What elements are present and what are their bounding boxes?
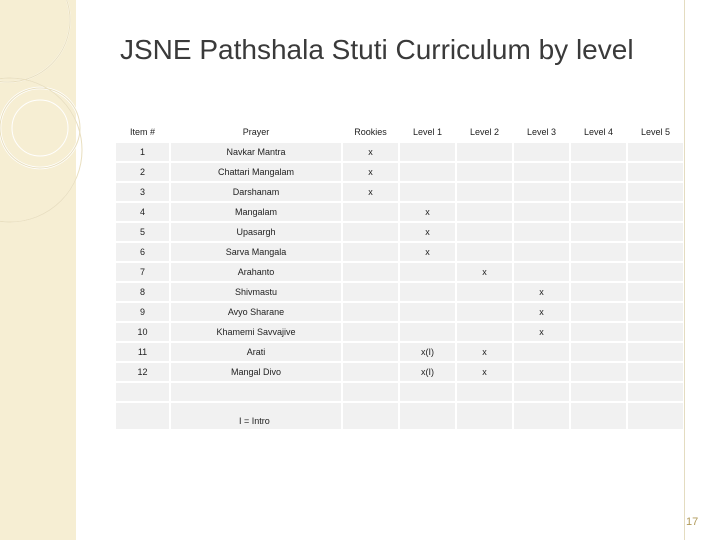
table-cell — [400, 323, 455, 341]
table-cell: Arati — [171, 343, 341, 361]
table-cell: 12 — [116, 363, 169, 381]
table-cell: 10 — [116, 323, 169, 341]
table-cell: Chattari Mangalam — [171, 163, 341, 181]
column-header: Item # — [116, 123, 169, 141]
table-cell — [628, 363, 683, 381]
table-cell — [343, 283, 398, 301]
table-cell: 6 — [116, 243, 169, 261]
table-row — [116, 343, 683, 361]
table-row — [116, 243, 683, 261]
footnote-row — [116, 403, 683, 429]
table-header-row — [116, 123, 683, 141]
table-row — [116, 363, 683, 381]
table-cell — [571, 203, 626, 221]
table-cell: Darshanam — [171, 183, 341, 201]
table-cell: x — [457, 263, 512, 281]
table-cell: 5 — [116, 223, 169, 241]
table-cell — [571, 363, 626, 381]
table-cell — [457, 383, 512, 401]
table-cell — [400, 163, 455, 181]
table-cell — [343, 323, 398, 341]
table-cell — [571, 303, 626, 321]
table-cell: 7 — [116, 263, 169, 281]
table-cell: 8 — [116, 283, 169, 301]
table-row — [116, 323, 683, 341]
sidebar-decoration — [0, 0, 76, 540]
table-cell — [628, 323, 683, 341]
table-cell — [628, 303, 683, 321]
table-cell — [514, 383, 569, 401]
table-cell: x — [343, 183, 398, 201]
table-cell — [400, 183, 455, 201]
table-cell: 9 — [116, 303, 169, 321]
table-cell — [343, 263, 398, 281]
table-cell — [343, 243, 398, 261]
table-cell: 2 — [116, 163, 169, 181]
table-cell — [457, 283, 512, 301]
table-cell — [457, 303, 512, 321]
table-cell: Mangal Divo — [171, 363, 341, 381]
table-cell: Upasargh — [171, 223, 341, 241]
table-cell: x — [400, 203, 455, 221]
slide-title: JSNE Pathshala Stuti Curriculum by level — [120, 34, 634, 65]
table-cell: x — [457, 343, 512, 361]
curriculum-table — [114, 121, 685, 431]
table-cell: Mangalam — [171, 203, 341, 221]
table-cell — [571, 163, 626, 181]
table-cell — [400, 383, 455, 401]
table-cell — [571, 183, 626, 201]
table-cell: Khamemi Savvajive — [171, 323, 341, 341]
table-cell — [628, 263, 683, 281]
table-cell — [571, 143, 626, 161]
column-header: Level 1 — [400, 123, 455, 141]
table-cell — [343, 223, 398, 241]
table-cell — [628, 143, 683, 161]
table-cell — [457, 203, 512, 221]
table-cell: Sarva Mangala — [171, 243, 341, 261]
table-cell — [116, 403, 169, 429]
table-cell: x — [514, 303, 569, 321]
table-cell — [514, 223, 569, 241]
table-cell: x — [343, 163, 398, 181]
table-cell: Avyo Sharane — [171, 303, 341, 321]
table-cell — [628, 203, 683, 221]
table-cell: x — [514, 323, 569, 341]
table-cell — [343, 363, 398, 381]
page-number: 17 — [686, 516, 699, 528]
table-row — [116, 263, 683, 281]
table-cell — [457, 143, 512, 161]
table-cell — [343, 303, 398, 321]
table-cell — [400, 263, 455, 281]
table-cell: Arahanto — [171, 263, 341, 281]
column-header: Level 2 — [457, 123, 512, 141]
table-cell — [628, 343, 683, 361]
table-cell — [457, 403, 512, 429]
table-cell — [628, 243, 683, 261]
footnote: I = Intro — [171, 403, 341, 429]
table-cell: x — [400, 223, 455, 241]
table-cell — [457, 223, 512, 241]
table-row — [116, 283, 683, 301]
table-cell — [457, 323, 512, 341]
table-cell: Navkar Mantra — [171, 143, 341, 161]
table-cell: x(I) — [400, 363, 455, 381]
table-cell — [400, 283, 455, 301]
column-header: Level 3 — [514, 123, 569, 141]
table-row — [116, 163, 683, 181]
table-cell — [571, 323, 626, 341]
table-cell — [343, 383, 398, 401]
table-cell: 4 — [116, 203, 169, 221]
table-cell — [514, 363, 569, 381]
table-cell — [628, 383, 683, 401]
table-cell — [171, 383, 341, 401]
decorative-circles — [0, 0, 76, 540]
table-cell — [400, 303, 455, 321]
table-cell: 1 — [116, 143, 169, 161]
table-cell — [628, 183, 683, 201]
table-cell — [571, 343, 626, 361]
table-cell — [571, 403, 626, 429]
table-cell: x(I) — [400, 343, 455, 361]
table-cell: Shivmastu — [171, 283, 341, 301]
table-cell — [514, 403, 569, 429]
table-cell — [514, 183, 569, 201]
table-cell — [457, 163, 512, 181]
table-row — [116, 183, 683, 201]
table-row — [116, 143, 683, 161]
table-cell — [571, 283, 626, 301]
table-cell — [343, 343, 398, 361]
table-cell: x — [343, 143, 398, 161]
table-cell: x — [457, 363, 512, 381]
table-row — [116, 223, 683, 241]
table-cell — [514, 263, 569, 281]
table-cell — [628, 403, 683, 429]
column-header: Prayer — [171, 123, 341, 141]
table-cell — [571, 383, 626, 401]
table-row — [116, 303, 683, 321]
table-cell — [514, 163, 569, 181]
column-header: Rookies — [343, 123, 398, 141]
table-row — [116, 383, 683, 401]
table-cell — [571, 263, 626, 281]
column-header: Level 4 — [571, 123, 626, 141]
table-cell — [628, 163, 683, 181]
table-cell — [457, 183, 512, 201]
table-cell — [571, 223, 626, 241]
table-cell — [400, 143, 455, 161]
table-row — [116, 203, 683, 221]
table-cell — [514, 243, 569, 261]
table-cell: 11 — [116, 343, 169, 361]
table-cell — [457, 243, 512, 261]
table-cell — [343, 203, 398, 221]
table-cell — [514, 203, 569, 221]
table-cell — [514, 143, 569, 161]
table-cell — [628, 283, 683, 301]
table-cell: x — [400, 243, 455, 261]
column-header: Level 5 — [628, 123, 683, 141]
table-cell: x — [514, 283, 569, 301]
table-cell — [116, 383, 169, 401]
table-cell — [571, 243, 626, 261]
table-cell — [514, 343, 569, 361]
table-cell — [343, 403, 398, 429]
table-cell — [400, 403, 455, 429]
table-cell — [628, 223, 683, 241]
table-cell: 3 — [116, 183, 169, 201]
